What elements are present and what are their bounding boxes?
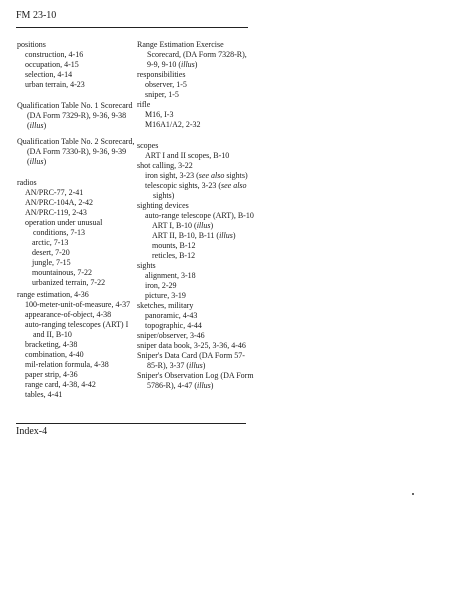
index-entry-italic: see also (198, 171, 225, 180)
index-entry (17, 208, 137, 218)
index-entry (17, 340, 137, 350)
scan-speck (412, 493, 414, 495)
index-entry-suffix: ) (43, 157, 47, 166)
index-entry (137, 120, 255, 130)
index-entry (17, 238, 137, 248)
index-entry-suffix: ) (232, 231, 236, 240)
index-entry (137, 351, 255, 371)
index-entry-text: urbanized terrain, 7-22 (32, 278, 106, 287)
index-entry (17, 290, 137, 300)
index-entry-text: scopes (137, 141, 159, 150)
index-entry-text: ART I and II scopes, B-10 (145, 151, 230, 160)
index-column-right (137, 40, 255, 391)
index-entry (137, 211, 255, 221)
index-entry-text: arctic, 7-13 (32, 238, 69, 247)
index-entry-text: AN/PRC-104A, 2-42 (25, 198, 94, 207)
index-entry (137, 40, 255, 70)
index-entry (17, 188, 137, 198)
index-entry (17, 50, 137, 60)
index-entry-text: reticles, B-12 (152, 251, 196, 260)
index-entry (137, 321, 255, 331)
index-entry-italic: illus (181, 60, 195, 69)
index-entry-text: iron sight, 3-23 ( (145, 171, 199, 180)
index-entry (137, 100, 255, 110)
index-entry-italic: see also (220, 181, 247, 190)
index-entry (17, 360, 137, 370)
index-entry-text: selection, 4-14 (25, 70, 73, 79)
index-entry-text: appearance-of-object, 4-38 (25, 310, 112, 319)
index-entry-text: auto-range telescope (ART), B-10 (145, 211, 254, 220)
index-entry (17, 310, 137, 320)
index-entry (17, 60, 137, 70)
index-entry-text: occupation, 4-15 (25, 60, 79, 69)
index-entry-text: AN/PRC-77, 2-41 (25, 188, 84, 197)
index-entry (17, 278, 137, 288)
index-entry (17, 390, 137, 400)
index-entry (17, 258, 137, 268)
index-column-left (17, 40, 137, 400)
index-entry-text: range card, 4-38, 4-42 (25, 380, 96, 389)
index-entry (137, 331, 255, 341)
index-entry (17, 370, 137, 380)
index-entry-suffix: sights) (224, 171, 248, 180)
index-entry-text: AN/PRC-119, 2-43 (25, 208, 87, 217)
index-entry-text: sighting devices (137, 201, 189, 210)
index-entry (137, 261, 255, 271)
index-entry (137, 371, 255, 391)
index-entry (17, 380, 137, 390)
index-entry (137, 151, 255, 161)
index-entry-text: range estimation, 4-36 (17, 290, 89, 299)
footer-rule (16, 423, 246, 424)
index-entry-text: radios (17, 178, 37, 187)
index-entry (137, 70, 255, 80)
index-entry-text: Sniper's Data Card (DA Form 57-85-R), 3-37 ( (137, 351, 245, 370)
index-entry-suffix: ) (202, 361, 206, 370)
index-entry-text: telescopic sights, 3-23 ( (145, 181, 221, 190)
index-entry-text: operation under unusual conditions, 7-13 (25, 218, 103, 237)
index-entry-italic: illus (189, 361, 203, 370)
index-entry (17, 320, 137, 340)
index-entry-text: sights (137, 261, 156, 270)
index-entry-italic: illus (29, 157, 44, 166)
index-entry-text: desert, 7-20 (32, 248, 70, 257)
index-entry-text: sniper/observer, 3-46 (137, 331, 205, 340)
index-entry-text: combination, 4-40 (25, 350, 84, 359)
index-entry (17, 350, 137, 360)
index-entry-text: M16A1/A2, 2-32 (145, 120, 201, 129)
index-entry (137, 171, 255, 181)
index-entry-text: panoramic, 4-43 (145, 311, 198, 320)
index-entry-text: Range Estimation Exercise Scorecard, (DA Form 7328-R), 9-9, 9-10 ( (137, 40, 247, 69)
index-entry (137, 251, 255, 261)
index-entry (17, 198, 137, 208)
index-entry-suffix: ) (194, 60, 198, 69)
index-entry-text: Qualification Table No. 1 Scorecard (DA Form 7329-R), 9-36, 9-38 ( (17, 101, 133, 130)
index-entry-italic: illus (29, 121, 44, 130)
index-entry-text: mil-relation formula, 4-38 (25, 360, 109, 369)
index-entry (17, 101, 137, 131)
index-entry-text: urban terrain, 4-23 (25, 80, 85, 89)
index-entry-text: topographic, 4-44 (145, 321, 202, 330)
index-entry (137, 311, 255, 321)
index-entry-text: 100-meter-unit-of-measure, 4-37 (25, 300, 131, 309)
index-entry-text: shot calling, 3-22 (137, 161, 193, 170)
index-entry-text: construction, 4-16 (25, 50, 84, 59)
index-entry (137, 161, 255, 171)
page-header: FM 23-10 (16, 10, 57, 21)
index-entry (137, 110, 255, 120)
index-entry (17, 70, 137, 80)
index-entry (17, 268, 137, 278)
index-entry (137, 141, 255, 151)
index-entry-text: auto-ranging telescopes (ART) I and II, B-10 (25, 320, 129, 339)
index-entry (17, 218, 137, 238)
index-entry (137, 231, 255, 241)
index-entry-text: alignment, 3-18 (145, 271, 196, 280)
index-entry (17, 300, 137, 310)
index-entry-italic: illus (219, 231, 233, 240)
index-entry-text: rifle (137, 100, 151, 109)
index-entry (137, 341, 255, 351)
index-entry-suffix: ) (43, 121, 47, 130)
index-entry-suffix: ) (210, 381, 214, 390)
index-entry-text: iron, 2-29 (145, 281, 177, 290)
index-entry (17, 248, 137, 258)
index-entry (137, 291, 255, 301)
index-entry (17, 80, 137, 90)
index-entry (17, 137, 137, 167)
index-entry-text: ART I, B-10 ( (152, 221, 197, 230)
index-entry-text: positions (17, 40, 46, 49)
index-entry-text: responsibilities (137, 70, 186, 79)
index-entry (137, 90, 255, 100)
index-entry-text: paper strip, 4-36 (25, 370, 78, 379)
index-entry-italic: illus (197, 381, 211, 390)
index-entry-text: sniper, 1-5 (145, 90, 179, 99)
index-entry-italic: illus (196, 221, 211, 230)
index-entry (137, 241, 255, 251)
index-entry (137, 221, 255, 231)
index-entry-text: tables, 4-41 (25, 390, 63, 399)
index-entry (137, 281, 255, 291)
index-entry (137, 80, 255, 90)
index-entry-text: sketches, military (137, 301, 194, 310)
index-entry-suffix: sights) (153, 191, 175, 200)
index-entry (137, 301, 255, 311)
index-entry-suffix: ) (210, 221, 214, 230)
index-entry-text: sniper data book, 3-25, 3-36, 4-46 (137, 341, 246, 350)
index-entry (137, 181, 255, 201)
index-entry-text: Sniper's Observation Log (DA Form 5786-R), 4-47 ( (137, 371, 254, 390)
index-entry (17, 178, 137, 188)
index-entry-text: M16, I-3 (145, 110, 174, 119)
page-footer: Index-4 (16, 426, 48, 437)
index-entry-text: jungle, 7-15 (32, 258, 71, 267)
index-entry (17, 40, 137, 50)
index-entry-text: Qualification Table No. 2 Scorecard, (DA Form 7330-R), 9-36, 9-39 ( (17, 137, 135, 166)
index-entry-text: bracketing, 4-38 (25, 340, 78, 349)
index-entry-text: picture, 3-19 (145, 291, 186, 300)
index-entry-text: ART II, B-10, B-11 ( (152, 231, 220, 240)
index-entry (137, 271, 255, 281)
index-entry-text: mountainous, 7-22 (32, 268, 92, 277)
index-entry-text: observer, 1-5 (145, 80, 187, 89)
index-entry-text: mounts, B-12 (152, 241, 196, 250)
index-entry (137, 201, 255, 211)
header-rule (16, 27, 248, 28)
